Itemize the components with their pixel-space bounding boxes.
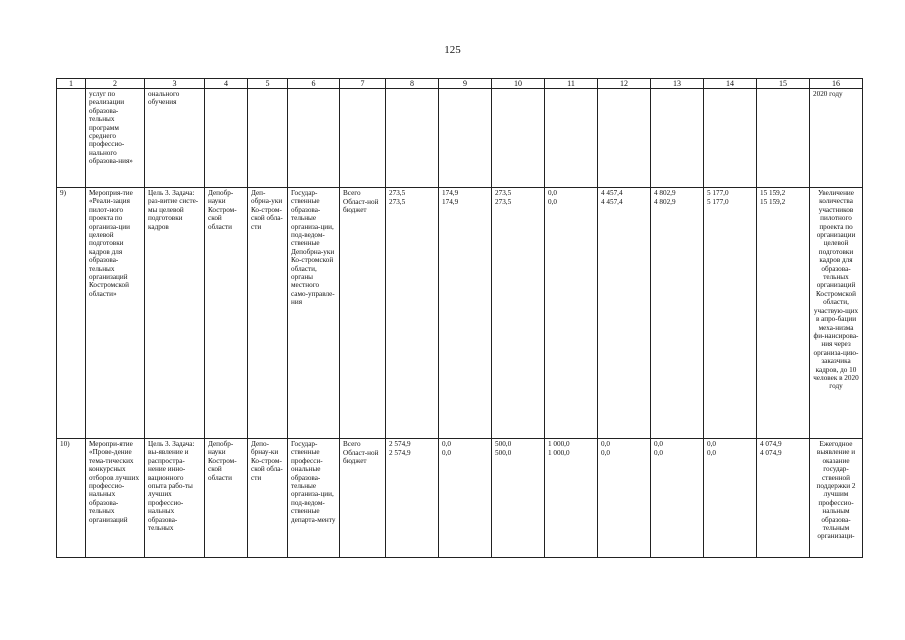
value-cell xyxy=(492,188,545,439)
event-name-cell: Меропри-ятие «Прове-дение тема-тических конкурсных отборов лучших профессио-нальных образова-тельных организаций xyxy=(86,439,145,558)
empty-cell xyxy=(492,89,545,188)
header-cell: 15 xyxy=(757,79,810,89)
empty-cell xyxy=(248,89,288,188)
value-cell xyxy=(439,439,492,558)
value-total: 0,0 xyxy=(442,440,451,448)
header-cell: 5 xyxy=(248,79,288,89)
header-cell: 8 xyxy=(386,79,439,89)
continuation-row xyxy=(57,89,863,188)
value-cell xyxy=(545,439,598,558)
value-regional: 4 074,9 xyxy=(760,449,782,457)
value-cell xyxy=(598,188,651,439)
header-cell: 9 xyxy=(439,79,492,89)
value-regional: 0,0 xyxy=(442,449,451,457)
value-total: 174,9 xyxy=(442,189,459,197)
coexecutor-cell: Депо-брнау-ки Ко-стром-ской обла-сти xyxy=(248,439,288,558)
row-number-cell xyxy=(57,89,86,188)
empty-cell xyxy=(386,89,439,188)
value-total: 4 457,4 xyxy=(601,189,623,197)
header-cell: 4 xyxy=(205,79,248,89)
value-total: 273,5 xyxy=(389,189,406,197)
empty-cell xyxy=(757,89,810,188)
value-total: 0,0 xyxy=(654,440,663,448)
value-total: 0,0 xyxy=(707,440,716,448)
empty-cell xyxy=(288,89,340,188)
value-regional: 174,9 xyxy=(442,198,459,206)
header-cell: 12 xyxy=(598,79,651,89)
header-cell: 13 xyxy=(651,79,704,89)
header-cell: 2 xyxy=(86,79,145,89)
funding-source-cell xyxy=(340,439,386,558)
table-row xyxy=(57,188,863,439)
value-total: 1 000,0 xyxy=(548,440,570,448)
result-cell: Ежегодное выявление и оказание государ-ственной поддержки 2 лучшим профессио-нальным образова-тельным организаци- xyxy=(810,439,863,558)
value-cell xyxy=(492,439,545,558)
header-cell: 7 xyxy=(340,79,386,89)
value-regional: 500,0 xyxy=(495,449,512,457)
funding-source-total: Всего xyxy=(343,440,361,448)
responsible-cell: Депобр-науки Костром-ской области xyxy=(205,188,248,439)
header-cell: 10 xyxy=(492,79,545,89)
value-total: 2 574,9 xyxy=(389,440,411,448)
value-total: 4 802,9 xyxy=(654,189,676,197)
value-total: 15 159,2 xyxy=(760,189,786,197)
value-regional: 15 159,2 xyxy=(760,198,786,206)
empty-cell xyxy=(205,89,248,188)
empty-cell xyxy=(545,89,598,188)
value-regional: 2 574,9 xyxy=(389,449,411,457)
value-cell xyxy=(386,439,439,558)
participants-cell: Государ-ственные образова-тельные организа-ции, под-ведом-ственные Депобрна-уки Ко-стромской области, органы местного само-управле-ния xyxy=(288,188,340,439)
page-number: 125 xyxy=(444,44,461,56)
value-regional: 5 177,0 xyxy=(707,198,729,206)
empty-cell xyxy=(598,89,651,188)
empty-cell xyxy=(704,89,757,188)
program-activities-table xyxy=(56,78,863,558)
value-cell xyxy=(757,439,810,558)
coexecutor-cell: Деп-обрна-уки Ко-стром-ской обла-сти xyxy=(248,188,288,439)
header-cell: 6 xyxy=(288,79,340,89)
funding-source-cell xyxy=(340,188,386,439)
goal-cell: Цель 3. Задача: вы-явление и распростра-нение инно-вационного опыта рабо-ты лучших профессио-нальных образова-тельных xyxy=(145,439,205,558)
result-cell: 2020 году xyxy=(810,89,863,188)
header-cell: 3 xyxy=(145,79,205,89)
result-cell: Увеличение количества участников пилотного проекта по организации целевой подготовки кадров для образова-тельных организаций Костромской области, участвую-щих в апро-бации меха-низма фи-нансирова-ния через организа-цию-заказчика кадров, до 10 человек в 2020 году xyxy=(810,188,863,439)
value-cell xyxy=(439,188,492,439)
value-regional: 0,0 xyxy=(707,449,716,457)
row-number-cell: 9) xyxy=(57,188,86,439)
header-cell: 11 xyxy=(545,79,598,89)
value-cell xyxy=(651,188,704,439)
value-cell xyxy=(545,188,598,439)
table-row xyxy=(57,439,863,558)
value-regional: 0,0 xyxy=(654,449,663,457)
value-cell xyxy=(704,439,757,558)
goal-cell: онального обучения xyxy=(145,89,205,188)
value-total: 4 074,9 xyxy=(760,440,782,448)
value-total: 5 177,0 xyxy=(707,189,729,197)
value-regional: 273,5 xyxy=(495,198,512,206)
participants-cell: Государ-ственные професси-ональные образова-тельные организа-ции, под-ведом-ственные департа-менту xyxy=(288,439,340,558)
funding-source-total: Всего xyxy=(343,189,361,197)
goal-cell: Цель 3. Задача: раз-витие систе-мы целевой подготовки кадров xyxy=(145,188,205,439)
value-regional: 273,5 xyxy=(389,198,406,206)
column-number-header-row xyxy=(57,79,863,89)
event-name-cell: услуг по реализации образова-тельных программ среднего профессио-нального образова-ния» xyxy=(86,89,145,188)
row-number-cell: 10) xyxy=(57,439,86,558)
value-regional: 4 802,9 xyxy=(654,198,676,206)
value-regional: 0,0 xyxy=(548,198,557,206)
value-total: 273,5 xyxy=(495,189,512,197)
value-cell xyxy=(651,439,704,558)
funding-source-regional: Област-ной бюджет xyxy=(343,198,379,215)
value-regional: 4 457,4 xyxy=(601,198,623,206)
responsible-cell: Депобр-науки Костром-ской области xyxy=(205,439,248,558)
value-cell xyxy=(386,188,439,439)
value-cell xyxy=(704,188,757,439)
empty-cell xyxy=(439,89,492,188)
funding-source-regional: Област-ной бюджет xyxy=(343,449,379,466)
event-name-cell: Мероприя-тие «Реали-зация пилот-ного проекта по организа-ции целевой подготовки кадров для образова-тельных организаций Костромской области» xyxy=(86,188,145,439)
empty-cell xyxy=(651,89,704,188)
value-cell xyxy=(598,439,651,558)
value-total: 500,0 xyxy=(495,440,512,448)
value-total: 0,0 xyxy=(601,440,610,448)
value-regional: 1 000,0 xyxy=(548,449,570,457)
header-cell: 16 xyxy=(810,79,863,89)
value-cell xyxy=(757,188,810,439)
header-cell: 14 xyxy=(704,79,757,89)
value-total: 0,0 xyxy=(548,189,557,197)
value-regional: 0,0 xyxy=(601,449,610,457)
empty-cell xyxy=(340,89,386,188)
header-cell: 1 xyxy=(57,79,86,89)
